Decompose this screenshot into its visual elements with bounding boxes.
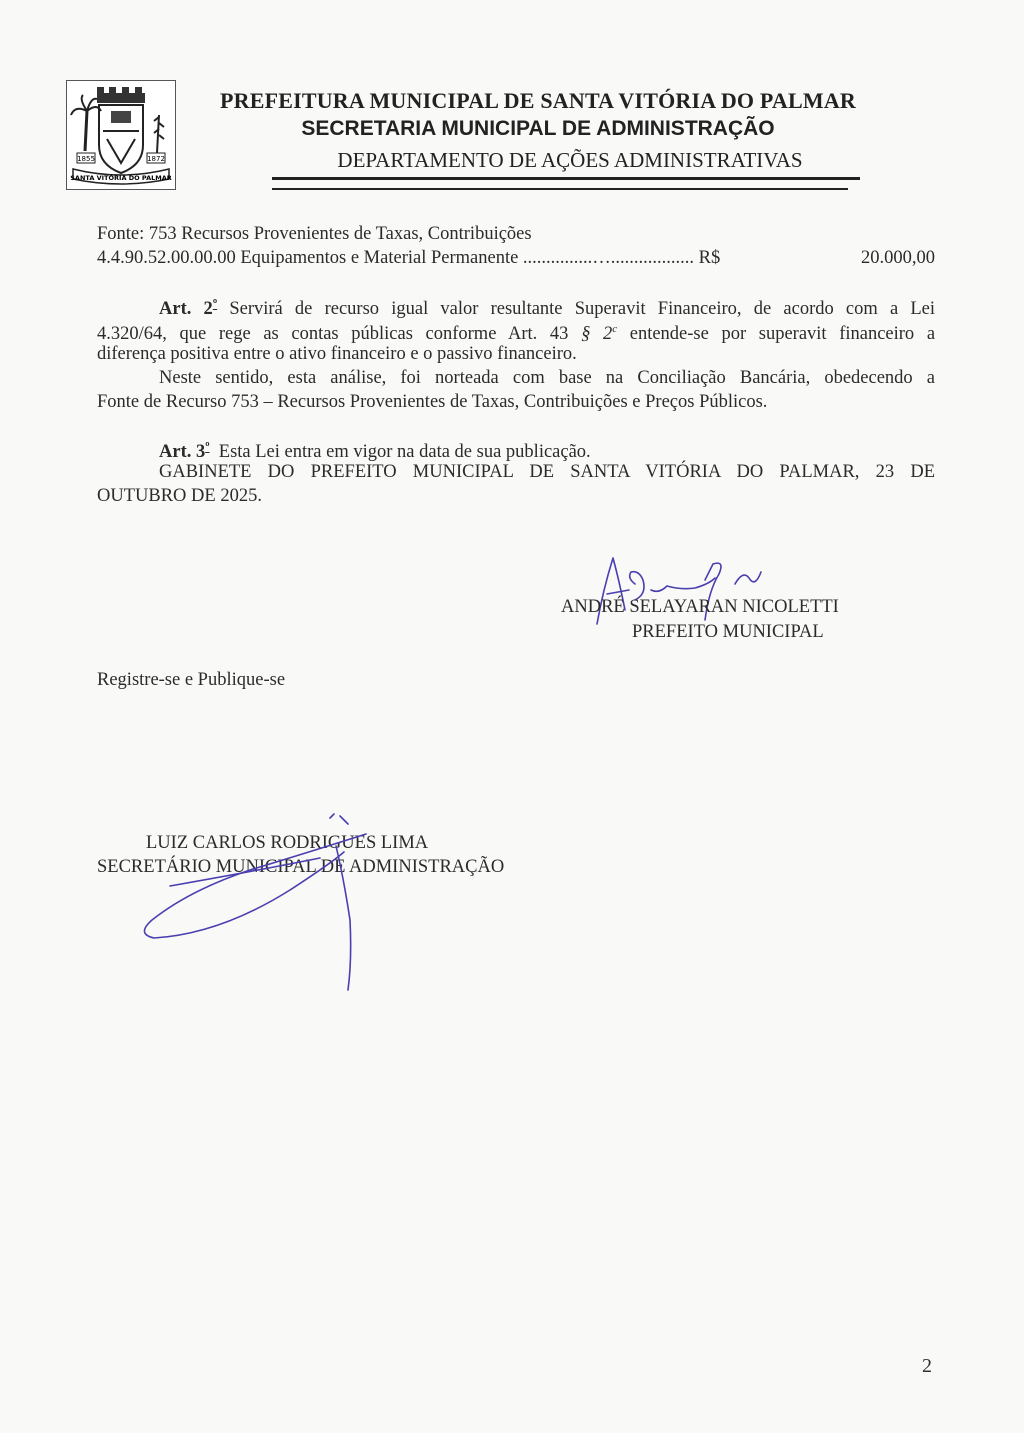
mayor-title: PREFEITO MUNICIPAL	[632, 622, 824, 642]
art2-line3: diferença positiva entre o ativo financeiro e o passivo financeiro.	[97, 344, 577, 364]
art2-para2-line1-text: Neste sentido, esta análise, foi norteada com base na Conciliação Bancária, obedecendo a	[159, 368, 935, 388]
secretary-signature	[130, 800, 390, 1000]
cabinet-line1-text: GABINETE DO PREFEITO MUNICIPAL DE SANTA VITÓRIA DO PALMAR, 23 DE	[159, 462, 935, 482]
header-rule-thin	[272, 188, 848, 190]
art2-line1-text: Servirá de recurso igual valor resultante Superavit Financeiro, de acordo com a Lei	[229, 299, 936, 319]
art2-section-sup: c	[612, 323, 618, 335]
crest-year-right: 1872	[147, 155, 165, 163]
cabinet-line2: OUTUBRO DE 2025.	[97, 486, 262, 506]
crest-shield-icon	[67, 81, 175, 189]
budget-code: 4.4.90.52.00.00.00	[97, 248, 236, 268]
budget-description: Equipamentos e Material Permanente	[240, 248, 519, 268]
budget-line	[97, 246, 935, 270]
crest-year-left: 1855	[77, 155, 95, 163]
mayor-signature	[585, 550, 785, 630]
budget-leader: ...............…..................	[522, 248, 695, 268]
cabinet-line1	[97, 460, 935, 484]
register-publish-note: Registre-se e Publique-se	[97, 670, 286, 690]
art2-label: Art. 2	[159, 299, 213, 319]
header-rule-thick	[272, 177, 860, 180]
art2-section-mark: § 2	[581, 324, 613, 345]
municipality-title: PREFEITURA MUNICIPAL DE SANTA VITÓRIA DO PALMAR	[219, 88, 857, 113]
budget-source-line: Fonte: 753 Recursos Provenientes de Taxas, Contribuições	[97, 224, 532, 244]
art3-text: Esta Lei entra em vigor na data de sua publicação.	[218, 442, 591, 462]
art2-line2-post: entende-se por superavit financeiro a	[629, 324, 936, 345]
art2-ordinal: º	[212, 296, 218, 311]
budget-amount: 20.000,00	[861, 248, 935, 268]
page-number: 2	[922, 1355, 932, 1377]
secretariat-title: SECRETARIA MUNICIPAL DE ADMINISTRAÇÃO	[301, 117, 775, 140]
art2-para2-line1	[97, 366, 935, 390]
municipal-crest	[66, 80, 176, 190]
department-title: DEPARTAMENTO DE AÇÕES ADMINISTRATIVAS	[337, 148, 803, 172]
mayor-name: ANDRÉ SELAYARAN NICOLETTI	[561, 597, 839, 617]
budget-currency: R$	[698, 248, 721, 268]
secretary-title: SECRETÁRIO MUNICIPAL DE ADMINISTRAÇÃO	[97, 857, 505, 877]
secretary-name: LUIZ CARLOS RODRIGUES LIMA	[146, 833, 429, 853]
art3-label: Art. 3	[159, 442, 206, 462]
crest-motto: SANTA VITÓRIA DO PALMAR	[70, 174, 172, 182]
art2-line2-pre: 4.320/64, que rege as contas públicas conforme Art. 43	[97, 324, 569, 345]
art2-para2-line2: Fonte de Recurso 753 – Recursos Provenientes de Taxas, Contribuições e Preços Públicos.	[97, 392, 768, 412]
art3-ordinal: º	[205, 439, 210, 454]
